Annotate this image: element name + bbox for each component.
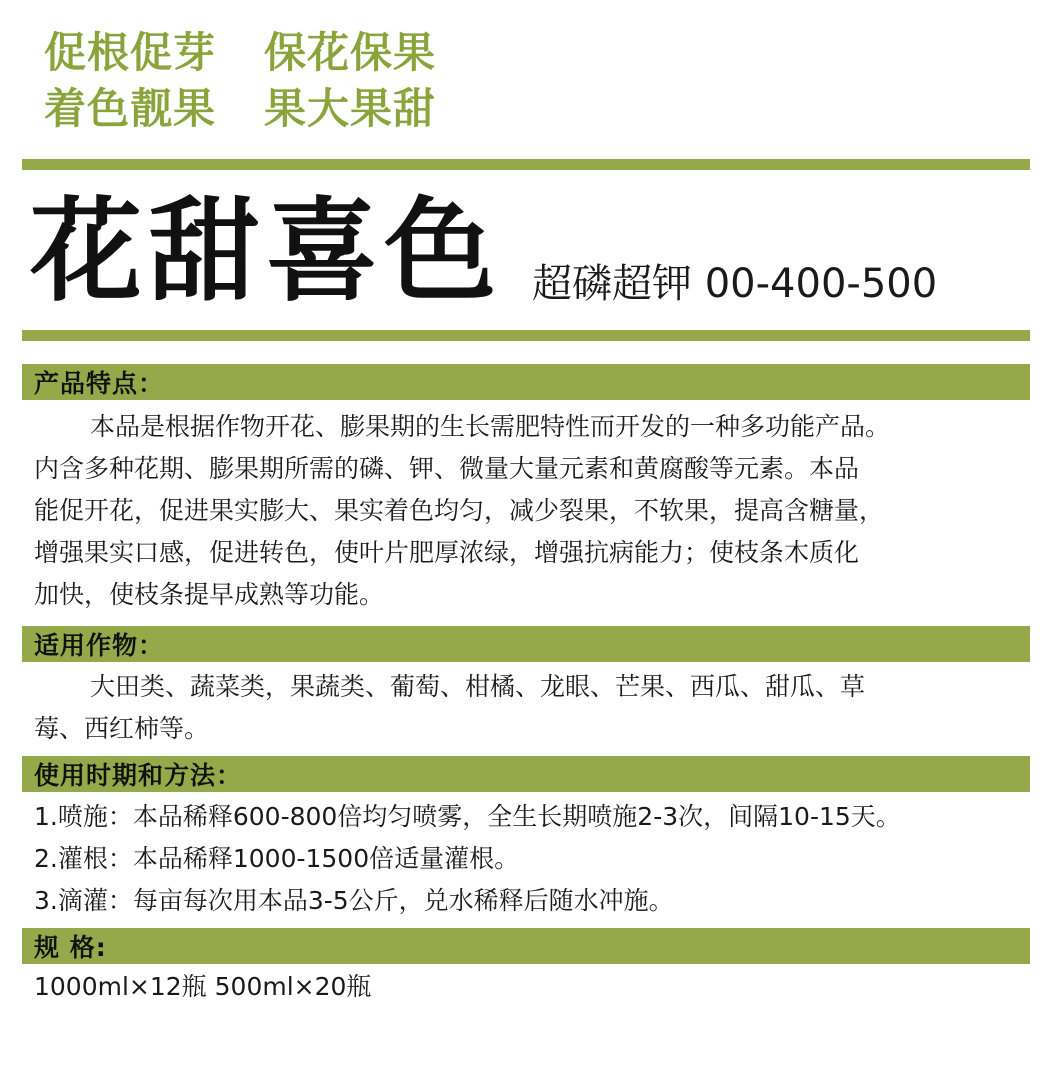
slogan-row-2 [44,78,436,134]
features-line: 能促开花，促进果实膨大、果实着色均匀，减少裂果，不软果，提高含糖量， [34,496,885,525]
usage-step-spray: 1.喷施：本品稀释600-800倍均匀喷雾，全生长期喷施2-3次，间隔10-15天。 [34,802,901,831]
divider-top [22,159,1030,170]
slogan-root-sprout: 促根促芽 [44,28,217,77]
spec-text [34,966,1024,1008]
product-name: 花甜喜色 [30,187,502,317]
section-heading-features: 产品特点： [34,369,165,398]
slogan-block [44,22,436,134]
features-line: 内含多种花期、膨果期所需的磷、钾、微量大量元素和黄腐酸等元素。本品 [34,454,860,483]
features-text [34,406,1024,616]
crops-text [34,666,1024,750]
features-line: 增强果实口感，促进转色，使叶片肥厚浓绿，增强抗病能力；使枝条木质化 [34,538,860,567]
slogan-flower-fruit: 保花保果 [264,28,437,77]
spec-line: 1000ml×12瓶 500ml×20瓶 [34,972,372,1001]
section-header-crops [22,626,1030,662]
divider-bottom [22,330,1030,341]
section-header-spec [22,928,1030,964]
section-heading-crops: 适用作物： [34,631,165,660]
section-header-usage [22,756,1030,792]
section-header-features [22,364,1030,400]
features-line: 本品是根据作物开花、膨果期的生长需肥特性而开发的一种多功能产品。 [90,412,891,441]
crops-line: 大田类、蔬菜类，果蔬类、葡萄、柑橘、龙眼、芒果、西瓜、甜瓜、草 [90,672,866,701]
usage-text [34,796,1024,922]
section-heading-usage: 使用时期和方法： [34,761,243,790]
slogan-big-sweet: 果大果甜 [264,84,437,133]
slogan-row-1 [44,22,436,78]
usage-step-root: 2.灌根：本品稀释1000-1500倍适量灌根。 [34,844,520,873]
usage-step-drip: 3.滴灌：每亩每次用本品3-5公斤，兑水稀释后随水冲施。 [34,886,674,915]
product-subtitle: 超磷超钾 00-400-500 [532,261,938,307]
section-heading-spec: 规 格: [34,933,107,962]
crops-line: 莓、西红柿等。 [34,714,210,743]
features-line: 加快，使枝条提早成熟等功能。 [34,580,385,609]
slogan-coloring: 着色靓果 [44,84,217,133]
